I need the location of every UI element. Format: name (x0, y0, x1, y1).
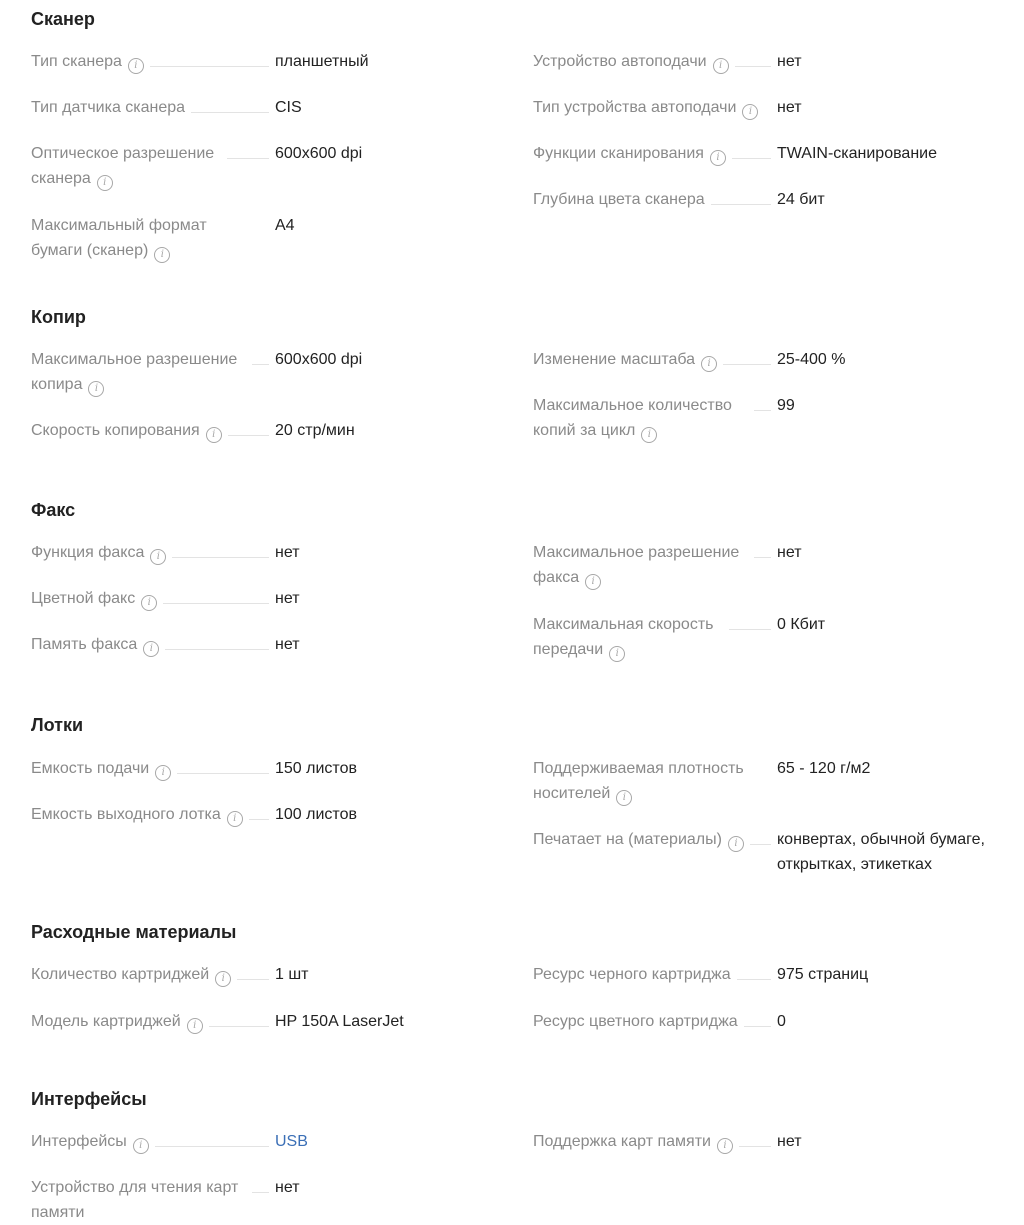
spec-row (31, 756, 501, 781)
spec-value: 600x600 dpi (275, 145, 363, 162)
spec-row (533, 49, 1003, 74)
leader-line (754, 410, 771, 411)
spec-row (533, 756, 1003, 806)
leader-line (209, 1026, 269, 1027)
spec-row (31, 95, 501, 120)
leader-line (252, 1192, 269, 1193)
spec-value: TWAIN-сканирование (777, 145, 937, 162)
info-icon[interactable]: i (215, 971, 231, 987)
leader-line (177, 773, 269, 774)
spec-label: Емкость подачи (31, 760, 150, 777)
info-icon[interactable]: i (710, 150, 726, 166)
spec-value: нет (777, 99, 802, 116)
spec-value: A4 (275, 217, 295, 234)
leader-line (191, 112, 269, 113)
info-icon[interactable]: i (609, 646, 625, 662)
leader-line (155, 1146, 269, 1147)
spec-label: Скорость копирования (31, 422, 200, 439)
spec-value: конвертах, обычной бумаге, открытках, этикетках (777, 831, 985, 873)
spec-value: нет (275, 636, 300, 653)
spec-row (533, 612, 1003, 662)
spec-label: Поддержка карт памяти (533, 1133, 711, 1150)
spec-row (533, 1129, 1003, 1154)
spec-value: 65 - 120 г/м2 (777, 760, 871, 777)
spec-label: Тип датчика сканера (31, 99, 186, 116)
spec-row (31, 586, 501, 611)
spec-row (31, 962, 501, 987)
spec-label: Максимальное разрешение факса (533, 544, 740, 586)
spec-value: HP 150A LaserJet (275, 1013, 404, 1030)
info-icon[interactable]: i (641, 427, 657, 443)
spec-value: 150 листов (275, 760, 357, 777)
spec-value: 20 стр/мин (275, 422, 355, 439)
info-icon[interactable]: i (206, 427, 222, 443)
info-icon[interactable]: i (128, 58, 144, 74)
spec-row (533, 95, 1003, 120)
info-icon[interactable]: i (187, 1018, 203, 1034)
leader-line (249, 819, 269, 820)
info-icon[interactable]: i (154, 247, 170, 263)
info-icon[interactable]: i (717, 1138, 733, 1154)
leader-line (711, 204, 771, 205)
spec-label: Ресурс цветного картриджа (533, 1013, 738, 1030)
leader-line (228, 435, 269, 436)
section-title: Факс (31, 500, 76, 520)
spec-label: Емкость выходного лотка (31, 806, 221, 823)
spec-label: Печатает на (материалы) (533, 831, 722, 848)
section-title: Сканер (31, 9, 95, 29)
spec-label: Максимальная скорость передачи (533, 616, 714, 658)
spec-row (31, 1009, 501, 1034)
leader-line (237, 979, 269, 980)
spec-value: нет (777, 1133, 802, 1150)
spec-label: Интерфейсы (31, 1133, 127, 1150)
spec-row (31, 1175, 501, 1225)
spec-label: Тип сканера (31, 53, 122, 70)
leader-line (723, 364, 771, 365)
spec-label: Поддерживаемая плотность носителей (533, 760, 744, 802)
spec-row (533, 141, 1003, 166)
spec-label: Максимальное разрешение копира (31, 351, 238, 393)
section-title: Расходные материалы (31, 922, 237, 942)
spec-label: Устройство для чтения карт памяти (31, 1179, 239, 1221)
spec-row (533, 187, 1003, 212)
info-icon[interactable]: i (585, 574, 601, 590)
info-icon[interactable]: i (713, 58, 729, 74)
section-title: Интерфейсы (31, 1089, 147, 1109)
info-icon[interactable]: i (701, 356, 717, 372)
spec-label: Тип устройства автоподачи (533, 99, 737, 116)
info-icon[interactable]: i (155, 765, 171, 781)
info-icon[interactable]: i (150, 549, 166, 565)
spec-value: нет (275, 1179, 300, 1196)
spec-row (31, 802, 501, 827)
spec-label: Оптическое разрешение сканера (31, 145, 215, 187)
spec-value: нет (275, 590, 300, 607)
spec-row (31, 418, 501, 443)
spec-label: Максимальное количество копий за цикл (533, 397, 732, 439)
info-icon[interactable]: i (133, 1138, 149, 1154)
leader-line (163, 603, 269, 604)
leader-line (750, 844, 771, 845)
leader-line (729, 629, 771, 630)
spec-label: Функции сканирования (533, 145, 704, 162)
spec-label: Глубина цвета сканера (533, 191, 705, 208)
info-icon[interactable]: i (616, 790, 632, 806)
info-icon[interactable]: i (97, 175, 113, 191)
leader-line (227, 158, 269, 159)
spec-value: планшетный (275, 53, 369, 70)
leader-line (737, 979, 771, 980)
spec-row (31, 347, 501, 397)
leader-line (172, 557, 269, 558)
usb-link[interactable]: USB (275, 1133, 308, 1150)
spec-row (31, 213, 501, 263)
info-icon[interactable]: i (141, 595, 157, 611)
spec-row (31, 1129, 501, 1154)
spec-label: Цветной факс (31, 590, 136, 607)
spec-value: 0 Кбит (777, 616, 826, 633)
spec-label: Максимальный формат бумаги (сканер) (31, 217, 207, 259)
spec-label: Память факса (31, 636, 138, 653)
info-icon[interactable]: i (143, 641, 159, 657)
spec-value: 100 листов (275, 806, 357, 823)
spec-value: 0 (777, 1013, 786, 1030)
info-icon[interactable]: i (728, 836, 744, 852)
spec-row (533, 393, 1003, 443)
spec-value: нет (275, 544, 300, 561)
section-title: Лотки (31, 715, 84, 735)
info-icon[interactable]: i (88, 381, 104, 397)
leader-line (744, 1026, 771, 1027)
spec-value: нет (777, 544, 802, 561)
leader-line (754, 557, 771, 558)
spec-row (533, 540, 1003, 590)
spec-value: 24 бит (777, 191, 825, 208)
leader-line (732, 158, 771, 159)
spec-label: Ресурс черного картриджа (533, 966, 731, 983)
spec-value: 99 (777, 397, 795, 414)
leader-line (739, 1146, 771, 1147)
leader-line (165, 649, 269, 650)
spec-label: Количество картриджей (31, 966, 210, 983)
info-icon[interactable]: i (742, 104, 758, 120)
spec-row (533, 1009, 1003, 1034)
section-title: Копир (31, 307, 86, 327)
spec-row (31, 540, 501, 565)
spec-value: 1 шт (275, 966, 309, 983)
spec-label: Изменение масштаба (533, 351, 696, 368)
spec-row (31, 49, 501, 74)
leader-line (150, 66, 269, 67)
spec-row (533, 962, 1003, 987)
info-icon[interactable]: i (227, 811, 243, 827)
spec-value: нет (777, 53, 802, 70)
spec-row (533, 347, 1003, 372)
spec-label: Модель картриджей (31, 1013, 181, 1030)
spec-row (533, 827, 1003, 877)
spec-value: CIS (275, 99, 302, 116)
spec-value: 975 страниц (777, 966, 869, 983)
spec-value: 600x600 dpi (275, 351, 363, 368)
leader-line (735, 66, 771, 67)
spec-value: 25-400 % (777, 351, 846, 368)
spec-row (31, 141, 501, 191)
spec-row (31, 632, 501, 657)
spec-label: Функция факса (31, 544, 145, 561)
spec-label: Устройство автоподачи (533, 53, 707, 70)
leader-line (252, 364, 269, 365)
